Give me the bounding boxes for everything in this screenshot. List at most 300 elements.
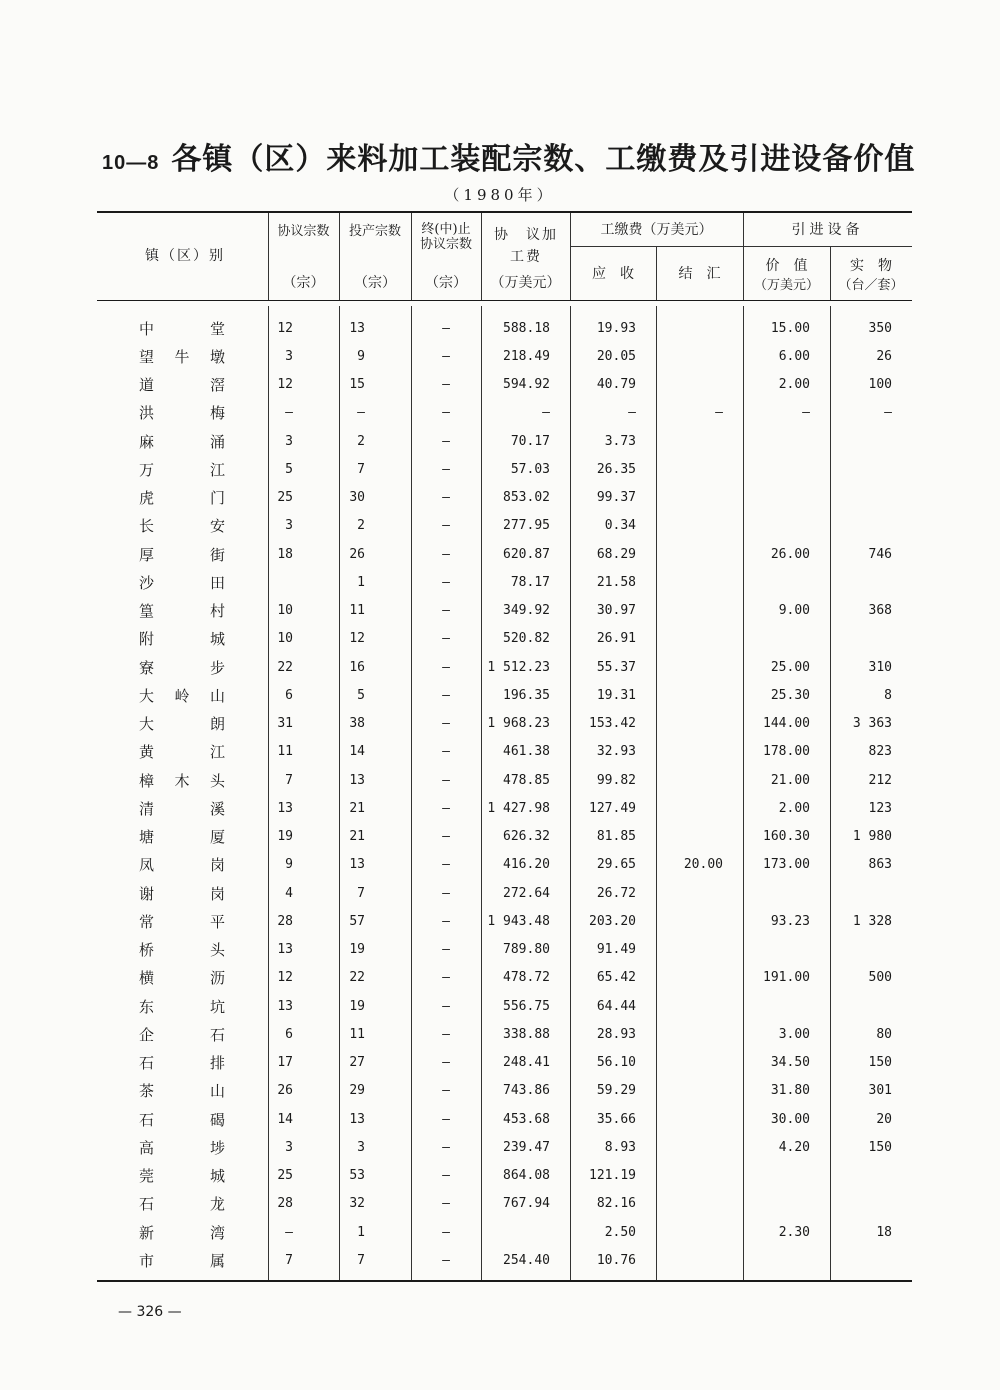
region-name: 桥头 xyxy=(139,941,225,960)
cell-settled xyxy=(656,455,743,483)
cell-receivable: 19.31 xyxy=(596,687,636,703)
cell-terminated: — xyxy=(442,461,450,477)
header-equip-value: 价 值 xyxy=(765,258,808,274)
cell-started: 2 xyxy=(357,518,365,534)
cell-items: 123 xyxy=(868,800,892,816)
cell-fee: 78.17 xyxy=(510,574,550,590)
cell-started: 21 xyxy=(349,800,365,816)
cell-terminated: — xyxy=(442,659,450,675)
table-row xyxy=(97,427,912,455)
cell-fee: 272.64 xyxy=(503,885,550,901)
region-name: 附城 xyxy=(139,630,225,649)
cell-receivable: 19.93 xyxy=(596,320,636,336)
region-name: 企石 xyxy=(139,1025,225,1044)
cell-name xyxy=(97,597,268,625)
cell-name xyxy=(97,1218,268,1246)
cell-name xyxy=(97,342,268,370)
cell-started: 11 xyxy=(349,1026,365,1042)
cell-items xyxy=(830,455,912,483)
cell-fee: 70.17 xyxy=(510,433,550,449)
cell-name xyxy=(97,1246,268,1274)
cell-name xyxy=(97,1190,268,1218)
cell-started: 26 xyxy=(349,546,365,562)
table-row xyxy=(97,1218,912,1246)
cell-started: 11 xyxy=(349,603,365,619)
cell-value: 2.00 xyxy=(778,377,810,393)
cell-value: 21.00 xyxy=(770,772,810,788)
cell-terminated: — xyxy=(442,857,450,873)
header-agreed: 协议宗数 xyxy=(277,224,330,239)
header-terminated: 终(中)止协议宗数 xyxy=(420,222,473,252)
cell-value: 34.50 xyxy=(770,1055,810,1071)
cell-name xyxy=(97,738,268,766)
cell-fee: 416.20 xyxy=(503,857,550,873)
cell-agreed: 17 xyxy=(277,1055,293,1071)
table-row xyxy=(97,399,912,427)
cell-agreed: 31 xyxy=(277,716,293,732)
cell-receivable: 0.34 xyxy=(604,518,636,534)
cell-agreed: 10 xyxy=(277,603,293,619)
cell-receivable: 8.93 xyxy=(604,1139,636,1155)
cell-items: 20 xyxy=(876,1111,892,1127)
cell-terminated: — xyxy=(442,518,450,534)
table-row xyxy=(97,936,912,964)
cell-fee: 588.18 xyxy=(503,320,550,336)
cell-value: 144.00 xyxy=(763,716,810,732)
cell-terminated: — xyxy=(442,885,450,901)
cell-terminated: — xyxy=(442,546,450,562)
cell-agreed: 3 xyxy=(285,433,293,449)
cell-settled: — xyxy=(715,405,723,421)
cell-receivable: 121.19 xyxy=(589,1168,636,1184)
cell-items: 310 xyxy=(868,659,892,675)
cell-value xyxy=(743,568,830,596)
region-name: 麻涌 xyxy=(139,432,225,451)
cell-receivable: 20.05 xyxy=(596,348,636,364)
cell-items: 212 xyxy=(868,772,892,788)
table-row xyxy=(97,342,912,370)
cell-receivable: 10.76 xyxy=(596,1252,636,1268)
cell-agreed: 19 xyxy=(277,829,293,845)
region-name: 谢岗 xyxy=(139,884,225,903)
cell-settled xyxy=(656,766,743,794)
table-row xyxy=(97,371,912,399)
table-bottom-rule xyxy=(97,1280,912,1282)
cell-value xyxy=(743,1162,830,1190)
table-row xyxy=(97,681,912,709)
cell-fee: 626.32 xyxy=(503,829,550,845)
cell-fee: 239.47 xyxy=(503,1139,550,1155)
cell-settled xyxy=(656,1162,743,1190)
cell-settled xyxy=(656,568,743,596)
region-name: 黄江 xyxy=(139,743,225,762)
cell-receivable: 2.50 xyxy=(604,1224,636,1240)
cell-name xyxy=(97,681,268,709)
cell-items: 80 xyxy=(876,1026,892,1042)
cell-started: 7 xyxy=(357,1252,365,1268)
cell-started: 2 xyxy=(357,433,365,449)
cell-name xyxy=(97,992,268,1020)
table-row xyxy=(97,964,912,992)
region-name: 莞城 xyxy=(139,1167,225,1186)
cell-started: 22 xyxy=(349,970,365,986)
cell-started: 9 xyxy=(357,348,365,364)
cell-items xyxy=(830,427,912,455)
cell-agreed: 12 xyxy=(277,320,293,336)
cell-items: 1 980 xyxy=(852,829,892,845)
region-name: 望牛墩 xyxy=(139,347,225,366)
region-name: 横沥 xyxy=(139,969,225,988)
cell-receivable: 99.37 xyxy=(596,490,636,506)
cell-value: 15.00 xyxy=(770,320,810,336)
cell-items: 3 363 xyxy=(852,716,892,732)
cell-value xyxy=(743,427,830,455)
cell-fee xyxy=(481,1218,570,1246)
cell-settled xyxy=(656,1020,743,1048)
cell-value: 2.00 xyxy=(778,800,810,816)
region-name: 篁村 xyxy=(139,602,225,621)
cell-value xyxy=(743,1190,830,1218)
cell-terminated: — xyxy=(442,631,450,647)
cell-started: 1 xyxy=(357,1224,365,1240)
cell-receivable: 55.37 xyxy=(596,659,636,675)
cell-started: 12 xyxy=(349,631,365,647)
cell-name xyxy=(97,427,268,455)
header-fee: 协 议加工费 xyxy=(494,227,558,265)
cell-terminated: — xyxy=(442,1196,450,1212)
cell-terminated: — xyxy=(442,1083,450,1099)
cell-name xyxy=(97,484,268,512)
cell-agreed xyxy=(268,568,339,596)
cell-agreed: 9 xyxy=(285,857,293,873)
table-row xyxy=(97,823,912,851)
region-name: 长安 xyxy=(139,517,225,536)
cell-fee: 277.95 xyxy=(503,518,550,534)
cell-receivable: 26.72 xyxy=(596,885,636,901)
cell-settled xyxy=(656,1077,743,1105)
cell-name xyxy=(97,1077,268,1105)
region-name: 万江 xyxy=(139,460,225,479)
cell-terminated: — xyxy=(442,1055,450,1071)
cell-settled xyxy=(656,1246,743,1274)
cell-agreed: 7 xyxy=(285,772,293,788)
cell-items: 150 xyxy=(868,1139,892,1155)
cell-name xyxy=(97,540,268,568)
cell-items: 368 xyxy=(868,603,892,619)
cell-started: 16 xyxy=(349,659,365,675)
region-name: 常平 xyxy=(139,912,225,931)
cell-terminated: — xyxy=(442,1026,450,1042)
cell-value: 6.00 xyxy=(778,348,810,364)
cell-terminated: — xyxy=(442,829,450,845)
cell-agreed: 6 xyxy=(285,687,293,703)
cell-name xyxy=(97,964,268,992)
cell-agreed: 11 xyxy=(277,744,293,760)
cell-fee: 453.68 xyxy=(503,1111,550,1127)
cell-terminated: — xyxy=(442,320,450,336)
cell-name xyxy=(97,1105,268,1133)
cell-receivable: 91.49 xyxy=(596,942,636,958)
table-title xyxy=(102,134,916,178)
cell-terminated: — xyxy=(442,913,450,929)
cell-name xyxy=(97,1133,268,1161)
cell-agreed: — xyxy=(285,405,293,421)
cell-started: 30 xyxy=(349,490,365,506)
cell-agreed: 25 xyxy=(277,1168,293,1184)
region-name: 新湾 xyxy=(139,1223,225,1242)
table-row xyxy=(97,794,912,822)
cell-started: 13 xyxy=(349,1111,365,1127)
region-name: 市属 xyxy=(139,1251,225,1270)
cell-name xyxy=(97,794,268,822)
cell-name xyxy=(97,1020,268,1048)
table-row xyxy=(97,992,912,1020)
cell-value: 30.00 xyxy=(770,1111,810,1127)
cell-settled xyxy=(656,710,743,738)
cell-agreed: 18 xyxy=(277,546,293,562)
cell-receivable: 30.97 xyxy=(596,603,636,619)
table-row xyxy=(97,314,912,342)
cell-items xyxy=(830,512,912,540)
cell-fee: 767.94 xyxy=(503,1196,550,1212)
cell-started: 53 xyxy=(349,1168,365,1184)
cell-name xyxy=(97,766,268,794)
cell-terminated: — xyxy=(442,574,450,590)
cell-fee: 248.41 xyxy=(503,1055,550,1071)
table-row xyxy=(97,1246,912,1274)
cell-fee: 338.88 xyxy=(503,1026,550,1042)
table-row xyxy=(97,597,912,625)
cell-agreed: 3 xyxy=(285,1139,293,1155)
cell-value: 26.00 xyxy=(770,546,810,562)
cell-receivable: 59.29 xyxy=(596,1083,636,1099)
cell-started: 32 xyxy=(349,1196,365,1212)
cell-receivable: 81.85 xyxy=(596,829,636,845)
cell-terminated: — xyxy=(442,348,450,364)
cell-value xyxy=(743,879,830,907)
cell-settled xyxy=(656,1133,743,1161)
cell-fee: 1 943.48 xyxy=(487,913,550,929)
cell-terminated: — xyxy=(442,800,450,816)
cell-receivable: 68.29 xyxy=(596,546,636,562)
cell-started: 7 xyxy=(357,461,365,477)
cell-started: 21 xyxy=(349,829,365,845)
cell-receivable: 21.58 xyxy=(596,574,636,590)
top-rule xyxy=(97,211,912,213)
cell-agreed: 13 xyxy=(277,998,293,1014)
region-name: 高埗 xyxy=(139,1138,225,1157)
cell-value: 31.80 xyxy=(770,1083,810,1099)
region-name: 石排 xyxy=(139,1054,225,1073)
cell-value: 2.30 xyxy=(778,1224,810,1240)
cell-terminated: — xyxy=(442,998,450,1014)
cell-receivable: 65.42 xyxy=(596,970,636,986)
cell-settled xyxy=(656,879,743,907)
cell-items xyxy=(830,879,912,907)
cell-settled xyxy=(656,992,743,1020)
cell-fee: 461.38 xyxy=(503,744,550,760)
cell-value: — xyxy=(802,405,810,421)
table-row xyxy=(97,1162,912,1190)
cell-terminated: — xyxy=(442,716,450,732)
cell-settled xyxy=(656,427,743,455)
cell-agreed: 4 xyxy=(285,885,293,901)
cell-value: 25.00 xyxy=(770,659,810,675)
header-equip-items-unit: （台／套） xyxy=(838,278,904,293)
cell-name xyxy=(97,710,268,738)
cell-name xyxy=(97,1049,268,1077)
region-name: 塘厦 xyxy=(139,828,225,847)
cell-fee: 556.75 xyxy=(503,998,550,1014)
cell-receivable: 40.79 xyxy=(596,377,636,393)
cell-receivable: 64.44 xyxy=(596,998,636,1014)
cell-settled xyxy=(656,484,743,512)
cell-terminated: — xyxy=(442,687,450,703)
cell-value: 25.30 xyxy=(770,687,810,703)
cell-terminated: — xyxy=(442,377,450,393)
cell-settled: 20.00 xyxy=(683,857,723,873)
cell-value xyxy=(743,1246,830,1274)
cell-agreed: 26 xyxy=(277,1083,293,1099)
cell-value: 93.23 xyxy=(770,913,810,929)
cell-agreed: 13 xyxy=(277,800,293,816)
region-name: 中堂 xyxy=(139,319,225,338)
cell-agreed: 13 xyxy=(277,942,293,958)
group-divider xyxy=(570,246,912,247)
cell-terminated: — xyxy=(442,942,450,958)
header-bottom-rule xyxy=(97,300,912,301)
cell-items: 863 xyxy=(868,857,892,873)
header-region: 镇（区）别 xyxy=(145,248,225,264)
cell-settled xyxy=(656,964,743,992)
header-settled: 结 汇 xyxy=(678,266,721,282)
cell-agreed: 10 xyxy=(277,631,293,647)
header-started-unit: （宗） xyxy=(354,275,396,291)
cell-items: 100 xyxy=(868,377,892,393)
cell-fee: 349.92 xyxy=(503,603,550,619)
cell-fee: 853.02 xyxy=(503,490,550,506)
header-equip-value-unit: （万美元） xyxy=(753,278,819,293)
cell-settled xyxy=(656,1105,743,1133)
cell-started: 13 xyxy=(349,857,365,873)
cell-settled xyxy=(656,823,743,851)
cell-value: 178.00 xyxy=(763,744,810,760)
cell-terminated: — xyxy=(442,1224,450,1240)
header-fee-unit: （万美元） xyxy=(490,275,561,291)
cell-value: 4.20 xyxy=(778,1139,810,1155)
cell-started: 19 xyxy=(349,998,365,1014)
cell-fee: — xyxy=(542,405,550,421)
cell-name xyxy=(97,851,268,879)
cell-receivable: 26.91 xyxy=(596,631,636,647)
cell-value: 173.00 xyxy=(763,857,810,873)
cell-started: 15 xyxy=(349,377,365,393)
cell-started: 14 xyxy=(349,744,365,760)
cell-receivable: 82.16 xyxy=(596,1196,636,1212)
table-row xyxy=(97,512,912,540)
cell-started: 57 xyxy=(349,913,365,929)
cell-terminated: — xyxy=(442,1111,450,1127)
cell-receivable: 127.49 xyxy=(589,800,636,816)
table-row xyxy=(97,766,912,794)
cell-name xyxy=(97,399,268,427)
region-name: 洪梅 xyxy=(139,404,225,423)
cell-terminated: — xyxy=(442,490,450,506)
table-row xyxy=(97,540,912,568)
cell-value xyxy=(743,625,830,653)
cell-items xyxy=(830,992,912,1020)
cell-started: 19 xyxy=(349,942,365,958)
cell-value xyxy=(743,484,830,512)
cell-items: 18 xyxy=(876,1224,892,1240)
cell-settled xyxy=(656,1049,743,1077)
cell-fee: 218.49 xyxy=(503,348,550,364)
cell-settled xyxy=(656,936,743,964)
region-name: 东坑 xyxy=(139,997,225,1016)
cell-terminated: — xyxy=(442,1139,450,1155)
table-number: 10—8 xyxy=(102,152,160,174)
table-title-text: 各镇（区）来料加工装配宗数、工缴费及引进设备价值 xyxy=(171,142,916,177)
table-row xyxy=(97,455,912,483)
region-name: 凤岗 xyxy=(139,856,225,875)
region-name: 茶山 xyxy=(139,1082,225,1101)
cell-started: 7 xyxy=(357,885,365,901)
cell-settled xyxy=(656,512,743,540)
cell-settled xyxy=(656,314,743,342)
cell-agreed: 12 xyxy=(277,377,293,393)
cell-settled xyxy=(656,540,743,568)
cell-agreed: 28 xyxy=(277,1196,293,1212)
cell-fee: 57.03 xyxy=(510,461,550,477)
region-name: 石龙 xyxy=(139,1195,225,1214)
cell-started: 3 xyxy=(357,1139,365,1155)
cell-settled xyxy=(656,1190,743,1218)
cell-receivable: 26.35 xyxy=(596,461,636,477)
table-row xyxy=(97,710,912,738)
table-row xyxy=(97,1105,912,1133)
cell-receivable: 32.93 xyxy=(596,744,636,760)
cell-agreed: 6 xyxy=(285,1026,293,1042)
table-row xyxy=(97,879,912,907)
cell-value: 191.00 xyxy=(763,970,810,986)
cell-agreed: 22 xyxy=(277,659,293,675)
header-started: 投产宗数 xyxy=(348,224,401,239)
cell-name xyxy=(97,1162,268,1190)
cell-name xyxy=(97,823,268,851)
table-row xyxy=(97,1049,912,1077)
cell-items: 26 xyxy=(876,348,892,364)
cell-terminated: — xyxy=(442,1252,450,1268)
cell-items: — xyxy=(884,405,892,421)
cell-items: 301 xyxy=(868,1083,892,1099)
cell-agreed: 25 xyxy=(277,490,293,506)
table-row xyxy=(97,738,912,766)
cell-name xyxy=(97,371,268,399)
cell-started: — xyxy=(357,405,365,421)
region-name: 大朗 xyxy=(139,715,225,734)
cell-name xyxy=(97,455,268,483)
table-row xyxy=(97,1020,912,1048)
table-row xyxy=(97,1077,912,1105)
cell-items: 350 xyxy=(868,320,892,336)
cell-settled xyxy=(656,371,743,399)
cell-started: 1 xyxy=(357,574,365,590)
cell-value xyxy=(743,992,830,1020)
cell-items: 1 328 xyxy=(852,913,892,929)
cell-agreed: 14 xyxy=(277,1111,293,1127)
cell-name xyxy=(97,314,268,342)
region-name: 寮步 xyxy=(139,658,225,677)
